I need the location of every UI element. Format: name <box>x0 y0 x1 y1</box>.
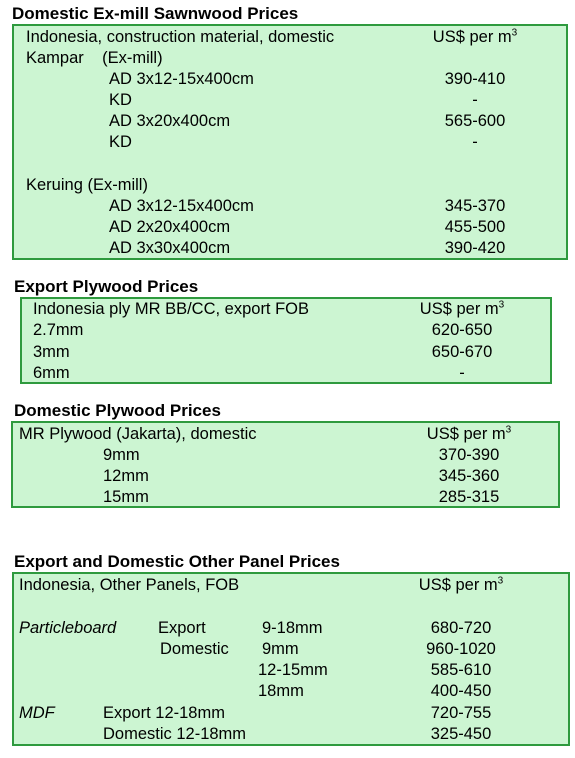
table-row-label: AD 3x20x400cm <box>109 112 231 130</box>
table-row-label: KD <box>109 133 132 151</box>
table-row-label: 2.7mm <box>33 321 84 339</box>
table-row-price: 325-450 <box>430 725 492 743</box>
sawnwood-title: Domestic Ex-mill Sawnwood Prices <box>12 4 299 23</box>
table-row-price: - <box>459 364 465 382</box>
table-row-label: AD 3x12-15x400cm <box>109 70 254 88</box>
table-row-size: 18mm <box>258 682 304 700</box>
table-row-label: 15mm <box>103 488 149 506</box>
table-row-size: 12-15mm <box>258 661 328 679</box>
table-row-label: 6mm <box>33 364 70 382</box>
table-row-price: 585-610 <box>430 661 492 679</box>
sawnwood-header: Indonesia, construction material, domestic <box>26 28 335 46</box>
particleboard-label: Particleboard <box>19 619 117 637</box>
table-row-price: 650-670 <box>431 343 493 361</box>
table-row-price: 285-315 <box>438 488 500 506</box>
table-row-size: 9mm <box>262 640 299 658</box>
sawnwood-unit: US$ per $m^3$ <box>432 27 518 46</box>
group-kampar: Kampar (Ex-mill) <box>26 49 163 67</box>
table-row-price: 390-420 <box>444 239 506 257</box>
table-row-label: 12mm <box>103 467 149 485</box>
domestic-plywood-header: MR Plywood (Jakarta), domestic <box>19 425 257 443</box>
table-row-price: 720-755 <box>430 704 492 722</box>
table-row-label: Export 12-18mm <box>103 704 225 722</box>
table-row-price: 345-360 <box>438 467 500 485</box>
other-panel-unit: US$ per $m^3$ <box>418 575 504 594</box>
table-row-price: 390-410 <box>444 70 506 88</box>
table-row-price: 370-390 <box>438 446 500 464</box>
table-row-price: 960-1020 <box>426 640 496 658</box>
other-panel-title: Export and Domestic Other Panel Prices <box>14 552 340 571</box>
table-row-label: AD 3x30x400cm <box>109 239 231 257</box>
domestic-plywood-title: Domestic Plywood Prices <box>14 401 221 420</box>
table-row-price: 345-370 <box>444 197 506 215</box>
table-row-label: AD 3x12-15x400cm <box>109 197 254 215</box>
table-row-label: 3mm <box>33 343 70 361</box>
table-row-price: 455-500 <box>444 218 506 236</box>
table-row-label: Domestic 12-18mm <box>103 725 247 743</box>
group-keruing: Keruing (Ex-mill) <box>26 176 148 194</box>
table-row-label: AD 2x20x400cm <box>109 218 231 236</box>
table-row-price: 400-450 <box>430 682 492 700</box>
table-row-price: - <box>472 133 478 151</box>
domestic-label: Domestic <box>160 640 229 658</box>
mdf-label: MDF <box>19 704 55 722</box>
table-row-price: 620-650 <box>431 321 493 339</box>
export-label: Export <box>158 619 206 637</box>
domestic-plywood-unit: US$ per $m^3$ <box>426 424 512 443</box>
table-row-label: KD <box>109 91 132 109</box>
table-row-price: 565-600 <box>444 112 506 130</box>
other-panel-header: Indonesia, Other Panels, FOB <box>19 576 240 594</box>
table-row-price: - <box>472 91 478 109</box>
export-plywood-unit: US$ per $m^3$ <box>419 299 505 318</box>
table-row-label: 9mm <box>103 446 140 464</box>
table-row-size: 9-18mm <box>262 619 323 637</box>
table-row-price: 680-720 <box>430 619 492 637</box>
export-plywood-header: Indonesia ply MR BB/CC, export FOB <box>33 300 310 318</box>
export-plywood-title: Export Plywood Prices <box>14 277 199 296</box>
